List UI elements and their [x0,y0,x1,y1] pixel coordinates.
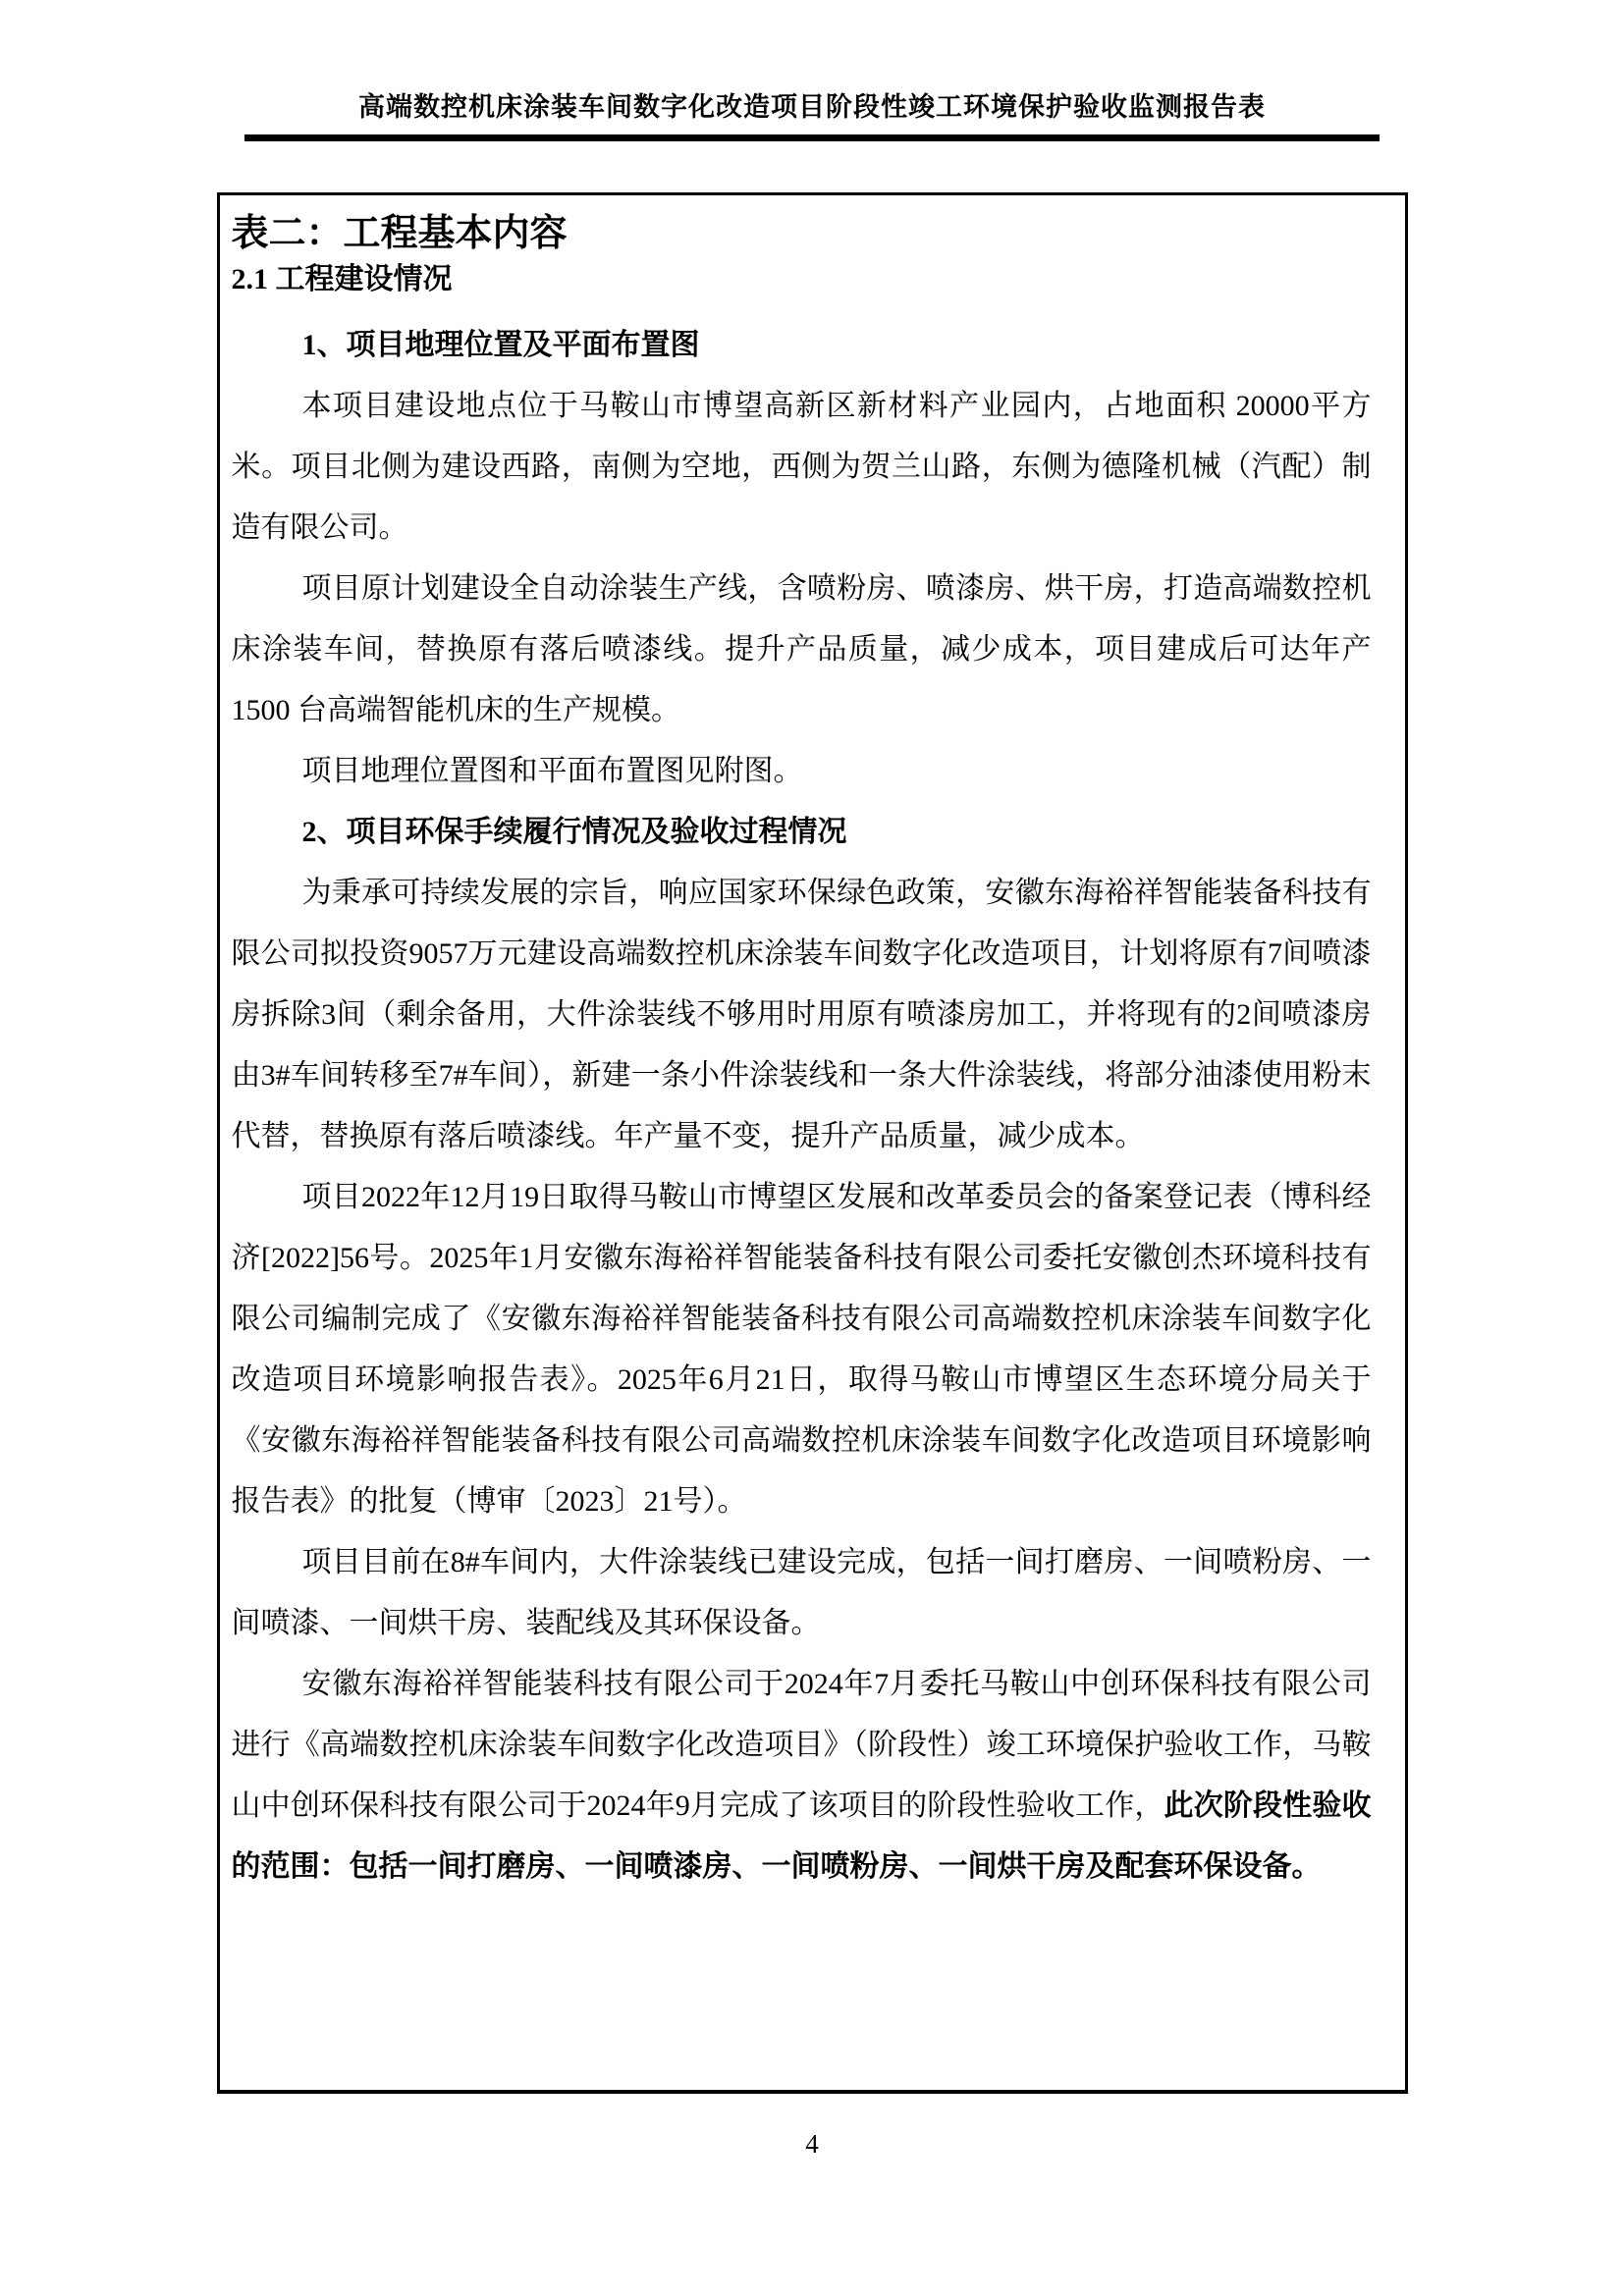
paragraph [232,559,1372,741]
text-run: 项目目前在8#车间内，大件涂装线已建设完成，包括一间打磨房、一间喷粉房、一间喷漆、一间烘干房、装配线及其环保设备。 [231,1546,1372,1639]
document-title: 高端数控机床涂装车间数字化改造项目阶段性竣工环境保护验收监测报告表 [358,92,1266,122]
paragraph [232,376,1372,559]
text-run: 2、项目环保手续履行情况及验收过程情况 [301,816,847,848]
text-run: 此次阶段性验收的范围：包括一间打磨房、一间喷漆房、一间喷粉房、一间烘干房及配套环保设备。 [231,1789,1372,1883]
section-heading [232,315,1372,376]
section-title: 2.1 工程建设情况 [231,263,453,295]
section-heading [232,802,1372,863]
report-table [217,192,1408,2094]
text-run: 项目2022年12月19日取得马鞍山市博望区发展和改革委员会的备案登记表（博科经济[2022]56号。2025年1月安徽东海裕祥智能装备科技有限公司委托安徽创杰环境科技有限公司编制完成了《安徽东海裕祥智能装备科技有限公司高端数控机床涂装车间数字化改造项目环境影响报告表》。2025年6月21日，取得马鞍山市博望区生态环境分局关于《安徽东海裕祥智能装备科技有限公司高端数控机床涂装车间数字化改造项目环境影响报告表》的批复（博审〔2023〕21号）。 [231,1181,1372,1518]
text-run: 为秉承可持续发展的宗旨，响应国家环保绿色政策，安徽东海裕祥智能装备科技有限公司拟投资9057万元建设高端数控机床涂装车间数字化改造项目，计划将原有7间喷漆房拆除3间（剩余备用，大件涂装线不够用时用原有喷漆房加工，并将现有的2间喷漆房由3#车间转移至7#车间），新建一条小件涂装线和一条大件涂装线，将部分油漆使用粉末代替，替换原有落后喷漆线。年产量不变，提升产品质量，减少成本。 [231,877,1372,1152]
page-header [0,0,1624,141]
page-footer [0,2127,1624,2161]
table-title: 表二：工程基本内容 [231,213,568,254]
page-number: 4 [805,2129,819,2159]
text-run: 安徽东海裕祥智能装科技有限公司于2024年7月委托马鞍山中创环保科技有限公司进行《高端数控机床涂装车间数字化改造项目》（阶段性）竣工环境保护验收工作，马鞍山中创环保科技有限公司于2024年9月完成了该项目的阶段性验收工作， [231,1668,1372,1822]
table-body [232,315,1372,1897]
paragraph [232,1654,1372,1897]
text-run: 项目原计划建设全自动涂装生产线，含喷粉房、喷漆房、烘干房，打造高端数控机床涂装车间，替换原有落后喷漆线。提升产品质量，减少成本，项目建成后可达年产 1500 台高端智能机床的生产规模。 [231,572,1372,726]
text-run: 1、项目地理位置及平面布置图 [301,329,700,361]
text-run: 本项目建设地点位于马鞍山市博望高新区新材料产业园内，占地面积 20000平方米。项目北侧为建设西路，南侧为空地，西侧为贺兰山路，东侧为德隆机械（汽配）制造有限公司。 [231,390,1372,544]
paragraph [232,1532,1372,1654]
text-run: 项目地理位置图和平面布置图见附图。 [301,755,803,787]
paragraph [232,863,1372,1167]
paragraph [232,1167,1372,1532]
paragraph [232,741,1372,802]
header-rule [244,134,1380,141]
